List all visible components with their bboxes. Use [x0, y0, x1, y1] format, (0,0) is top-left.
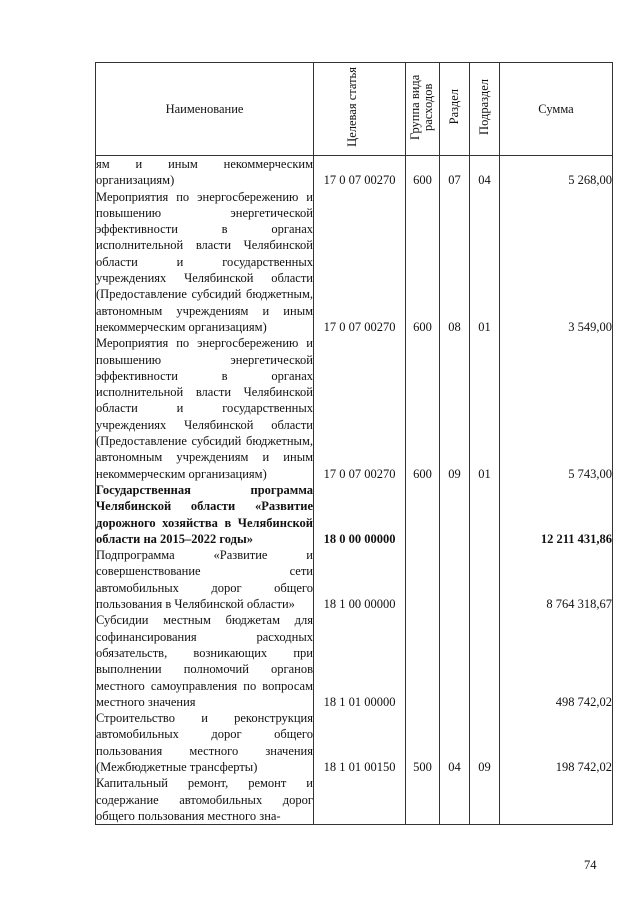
table-row — [96, 156, 613, 189]
row-group: 600 — [406, 189, 440, 336]
header-subsection — [470, 63, 500, 156]
budget-table — [95, 62, 613, 825]
header-group — [406, 63, 440, 156]
table-row — [96, 189, 613, 336]
header-subsection-label: Подраздел — [476, 79, 491, 135]
table-row — [96, 775, 613, 824]
row-subsection: 09 — [470, 710, 500, 775]
row-subsection: 04 — [470, 156, 500, 189]
page-number: 74 — [584, 858, 597, 872]
row-subsection — [470, 547, 500, 612]
row-sum: 8 764 318,67 — [500, 547, 613, 612]
row-group — [406, 775, 440, 824]
row-sum: 5 743,00 — [500, 335, 613, 482]
row-article — [314, 775, 406, 824]
row-name: Субсидии местным бюджетам для софинансирования расходных обязательств, возникающих при выполнении полномочий органов местного самоуправления по вопросам местного значения — [96, 613, 313, 709]
row-article: 17 0 07 00270 — [314, 189, 406, 336]
row-subsection — [470, 612, 500, 710]
row-subsection — [470, 775, 500, 824]
row-group — [406, 482, 440, 547]
header-name: Наименование — [96, 63, 314, 156]
row-subsection — [470, 482, 500, 547]
table-row — [96, 335, 613, 482]
header-article-label: Целевая статья — [344, 67, 359, 147]
row-sum: 198 742,02 — [500, 710, 613, 775]
row-section: 08 — [440, 189, 470, 336]
row-sum: 3 549,00 — [500, 189, 613, 336]
row-name: ям и иным некоммерческим организациям) — [96, 157, 313, 188]
row-group: 600 — [406, 335, 440, 482]
row-sum: 498 742,02 — [500, 612, 613, 710]
row-article: 18 1 01 00150 — [314, 710, 406, 775]
row-section — [440, 482, 470, 547]
row-group: 600 — [406, 156, 440, 189]
row-sum: 5 268,00 — [500, 156, 613, 189]
header-group-label: Группа вида расходов — [407, 74, 435, 140]
table-row-program — [96, 482, 613, 547]
header-section-label: Раздел — [446, 89, 461, 125]
table-header-row — [96, 63, 613, 156]
header-sum: Сумма — [500, 63, 613, 156]
row-name: Капитальный ремонт, ремонт и содержание автомобильных дорог общего пользования местного зна- — [96, 776, 313, 823]
row-article: 17 0 07 00270 — [314, 156, 406, 189]
row-article: 18 1 01 00000 — [314, 612, 406, 710]
table-row — [96, 547, 613, 612]
header-section — [440, 63, 470, 156]
row-article: 18 1 00 00000 — [314, 547, 406, 612]
row-subsection: 01 — [470, 189, 500, 336]
row-sum — [500, 775, 613, 824]
table-row — [96, 710, 613, 775]
table-row — [96, 612, 613, 710]
row-section — [440, 547, 470, 612]
row-name: Мероприятия по энергосбережению и повышению энергетической эффективности в органах исполнительной власти Челябинской области и государственных учреждениях Челябинской области (Предоставление субсидий бюджетным, автономным учреждениям и иным некоммерческим организациям) — [96, 336, 313, 481]
row-subsection: 01 — [470, 335, 500, 482]
row-name: Подпрограмма «Развитие и совершенствование сети автомобильных дорог общего пользования в Челябинской области» — [96, 548, 313, 612]
row-group — [406, 612, 440, 710]
row-section: 04 — [440, 710, 470, 775]
row-group — [406, 547, 440, 612]
row-section — [440, 612, 470, 710]
row-article: 17 0 07 00270 — [314, 335, 406, 482]
row-name: Мероприятия по энергосбережению и повышению энергетической эффективности в органах исполнительной власти Челябинской области и государственных учреждениях Челябинской области (Предоставление субсидий бюджетным, автономным учреждениям и иным некоммерческим организациям) — [96, 189, 313, 334]
header-article — [314, 63, 406, 156]
row-section: 07 — [440, 156, 470, 189]
row-sum: 12 211 431,86 — [500, 482, 613, 547]
row-section: 09 — [440, 335, 470, 482]
row-article: 18 0 00 00000 — [314, 482, 406, 547]
row-group: 500 — [406, 710, 440, 775]
row-name: Государственная программа Челябинской области «Развитие дорожного хозяйства в Челябинской области на 2015–2022 годы» — [96, 482, 313, 546]
row-name: Строительство и реконструкция автомобильных дорог общего пользования местного значения (Межбюджетные трансферты) — [96, 711, 313, 774]
row-section — [440, 775, 470, 824]
